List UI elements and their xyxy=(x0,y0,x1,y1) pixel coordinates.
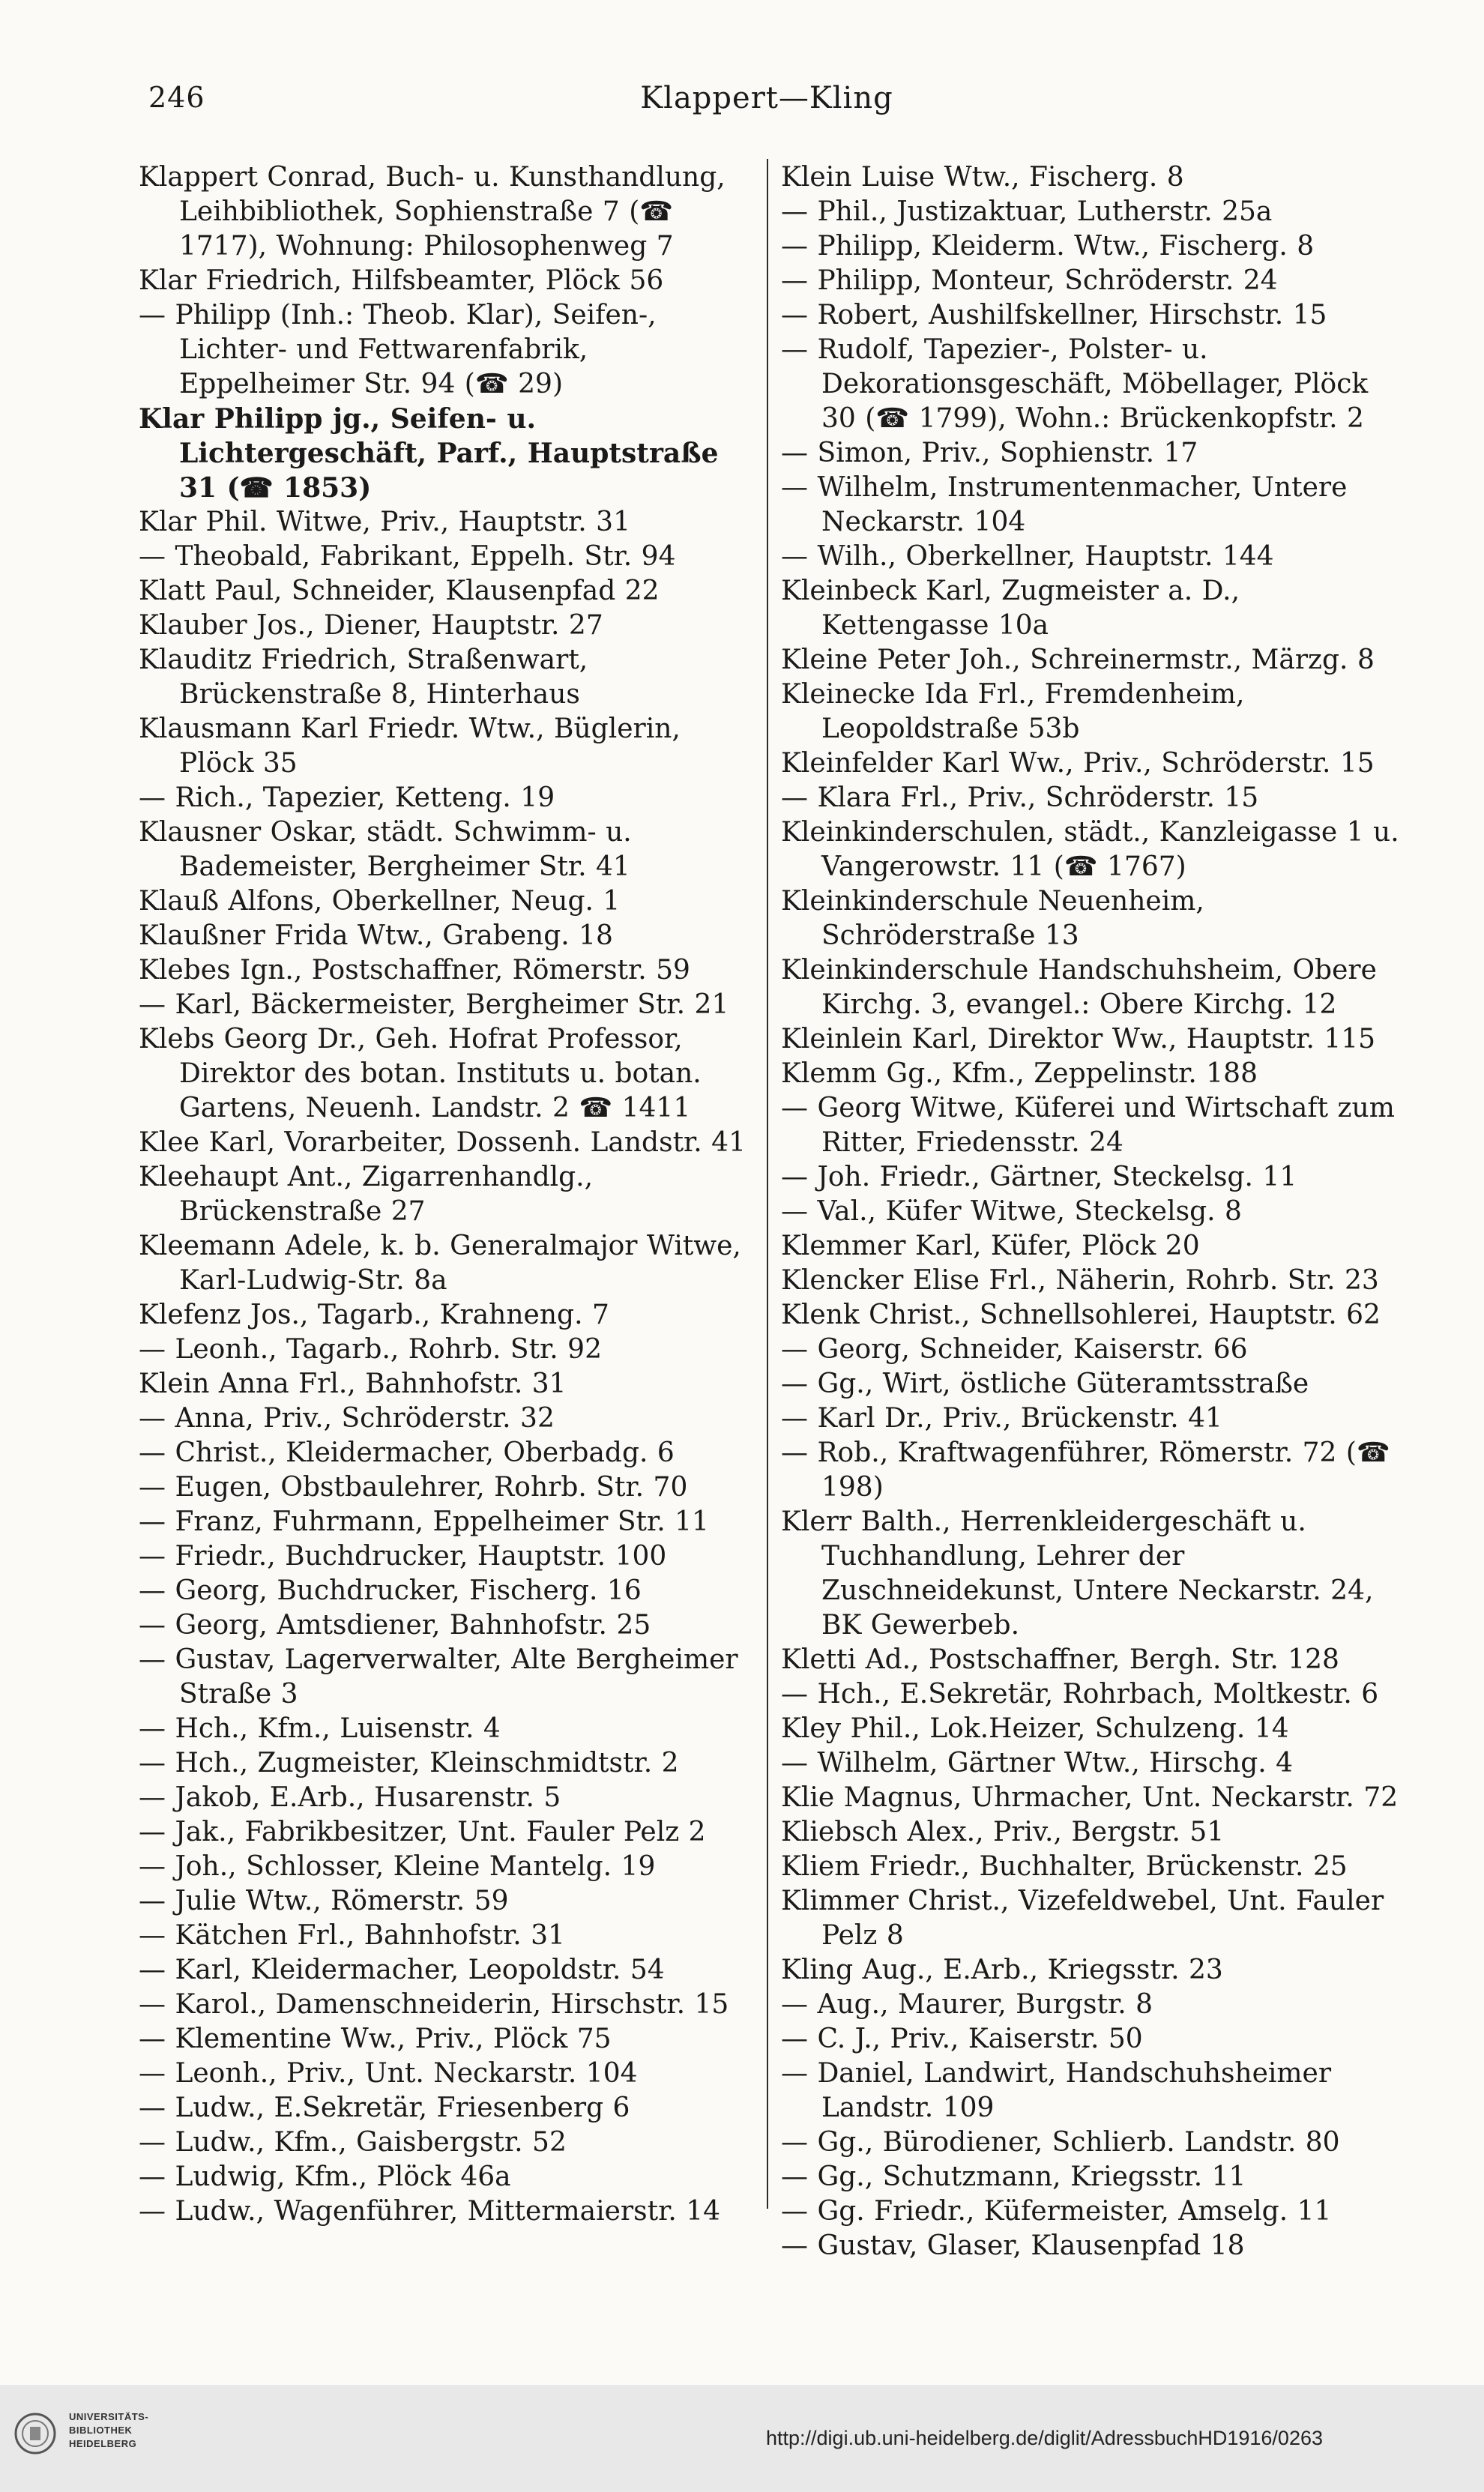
directory-entry: — Wilhelm, Gärtner Wtw., Hirschg. 4 xyxy=(781,1748,1294,1779)
page-number: 246 xyxy=(148,81,205,114)
directory-entry: — Klara Frl., Priv., Schröderstr. 15 xyxy=(781,782,1259,813)
directory-entry: Klemmer Karl, Küfer, Plöck 20 xyxy=(781,1231,1200,1261)
directory-entry: — Kätchen Frl., Bahnhofstr. 31 xyxy=(139,1920,565,1951)
directory-entry: Kleinlein Karl, Direktor Ww., Hauptstr. 115 xyxy=(781,1024,1376,1055)
directory-entry: Kleinecke Ida Frl., Fremdenheim, Leopoldstraße 53b xyxy=(781,679,1245,744)
directory-entry: — Friedr., Buchdrucker, Hauptstr. 100 xyxy=(139,1541,667,1572)
directory-entry: Kliebsch Alex., Priv., Bergstr. 51 xyxy=(781,1817,1225,1847)
directory-entry: — Gg., Schutzmann, Kriegsstr. 11 xyxy=(781,2161,1246,2192)
directory-entry: — Wilh., Oberkellner, Hauptstr. 144 xyxy=(781,541,1274,572)
directory-entry: Klefenz Jos., Tagarb., Krahneng. 7 xyxy=(139,1300,609,1330)
library-name xyxy=(69,2410,148,2451)
directory-entry: Klebs Georg Dr., Geh. Hofrat Professor, Direktor des botan. Instituts u. botan. Gartens, Neuenh. Landstr. 2 ☎ 1411 xyxy=(139,1024,702,1123)
directory-entry: Klar Phil. Witwe, Priv., Hauptstr. 31 xyxy=(139,507,630,537)
directory-entry: Kleine Peter Joh., Schreinermstr., Märzg. 8 xyxy=(781,645,1375,675)
directory-entry: — Daniel, Landwirt, Handschuhsheimer Landstr. 109 xyxy=(781,2058,1332,2123)
directory-entry: — Eugen, Obstbaulehrer, Rohrb. Str. 70 xyxy=(139,1472,688,1503)
directory-entry: — Rob., Kraftwagenführer, Römerstr. 72 (☎ 198) xyxy=(781,1437,1390,1503)
directory-entry: Klie Magnus, Uhrmacher, Unt. Neckarstr. 72 xyxy=(781,1782,1399,1813)
directory-entry: — Philipp (Inh.: Theob. Klar), Seifen-, Lichter- und Fettwarenfabrik, Eppelheimer Str. 94 (☎ 29) xyxy=(139,300,657,399)
right-column xyxy=(781,160,1403,2263)
directory-entry: — Philipp, Monteur, Schröderstr. 24 xyxy=(781,265,1278,296)
directory-entry: Klauß Alfons, Oberkellner, Neug. 1 xyxy=(139,886,621,917)
directory-entry: — Karl, Kleidermacher, Leopoldstr. 54 xyxy=(139,1955,665,1985)
directory-entry: — Julie Wtw., Römerstr. 59 xyxy=(139,1886,509,1916)
directory-entry: — Jak., Fabrikbesitzer, Unt. Fauler Pelz 2 xyxy=(139,1817,706,1847)
directory-entry: Kleehaupt Ant., Zigarrenhandlg., Brückenstraße 27 xyxy=(139,1162,594,1227)
directory-entry: Klebes Ign., Postschaffner, Römerstr. 59 xyxy=(139,955,690,986)
directory-entry: Klee Karl, Vorarbeiter, Dossenh. Landstr. 41 xyxy=(139,1127,746,1158)
directory-entry: Kletti Ad., Postschaffner, Bergh. Str. 128 xyxy=(781,1644,1339,1675)
directory-entry: — Philipp, Kleiderm. Wtw., Fischerg. 8 xyxy=(781,231,1315,262)
directory-entry: — Hch., Kfm., Luisenstr. 4 xyxy=(139,1713,501,1744)
directory-entry: — Rudolf, Tapezier-, Polster- u. Dekorationsgeschäft, Möbellager, Plöck 30 (☎ 1799), Wohn.: Brückenkopfstr. 2 xyxy=(781,334,1369,434)
directory-entry: Klemm Gg., Kfm., Zeppelinstr. 188 xyxy=(781,1058,1258,1089)
directory-entry: — Hch., Zugmeister, Kleinschmidtstr. 2 xyxy=(139,1748,679,1779)
directory-entry: — Ludw., Kfm., Gaisbergstr. 52 xyxy=(139,2127,567,2158)
directory-entry: Klausner Oskar, städt. Schwimm- u. Bademeister, Bergheimer Str. 41 xyxy=(139,817,632,882)
directory-entry: — C. J., Priv., Kaiserstr. 50 xyxy=(781,2024,1143,2054)
directory-entry: Klimmer Christ., Vizefeldwebel, Unt. Fauler Pelz 8 xyxy=(781,1886,1384,1951)
directory-entry: Kley Phil., Lok.Heizer, Schulzeng. 14 xyxy=(781,1713,1289,1744)
directory-entry: — Anna, Priv., Schröderstr. 32 xyxy=(139,1403,555,1434)
directory-entry: Kleinkinderschulen, städt., Kanzleigasse 1 u. Vangerowstr. 11 (☎ 1767) xyxy=(781,817,1399,882)
directory-entry: Klerr Balth., Herrenkleidergeschäft u. Tuchhandlung, Lehrer der Zuschneidekunst, Untere Neckarstr. 24, BK Gewerbeb. xyxy=(781,1506,1374,1641)
directory-entry: — Leonh., Priv., Unt. Neckarstr. 104 xyxy=(139,2058,638,2089)
left-column xyxy=(139,160,761,2229)
directory-entry: Klausmann Karl Friedr. Wtw., Büglerin, Plöck 35 xyxy=(139,713,681,779)
directory-entry: Kleinbeck Karl, Zugmeister a. D., Kettengasse 10a xyxy=(781,576,1240,641)
directory-entry: — Phil., Justizaktuar, Lutherstr. 25a xyxy=(781,196,1273,227)
directory-entry: — Aug., Maurer, Burgstr. 8 xyxy=(781,1989,1153,2020)
directory-entry: — Gustav, Glaser, Klausenpfad 18 xyxy=(781,2230,1245,2261)
directory-entry: — Ludw., Wagenführer, Mittermaierstr. 14 xyxy=(139,2196,721,2227)
directory-entry: — Georg, Buchdrucker, Fischerg. 16 xyxy=(139,1575,642,1606)
source-url[interactable]: http://digi.ub.uni-heidelberg.de/diglit/AdressbuchHD1916/0263 xyxy=(766,2427,1324,2449)
directory-entry: Klar Philipp jg., Seifen- u. Lichtergeschäft, Parf., Hauptstraße 31 (☎ 1853) xyxy=(139,403,719,504)
directory-entry: — Gg., Wirt, östliche Güteramtsstraße xyxy=(781,1369,1309,1399)
directory-entry: Klein Luise Wtw., Fischerg. 8 xyxy=(781,162,1184,193)
directory-entry: Kleinkinderschule Neuenheim, Schröderstraße 13 xyxy=(781,886,1204,951)
directory-entry: — Karl, Bäckermeister, Bergheimer Str. 21 xyxy=(139,989,729,1020)
directory-entry: — Christ., Kleidermacher, Oberbadg. 6 xyxy=(139,1437,675,1468)
directory-entry: — Simon, Priv., Sophienstr. 17 xyxy=(781,438,1198,468)
directory-entry: Kling Aug., E.Arb., Kriegsstr. 23 xyxy=(781,1955,1223,1985)
library-line: UNIVERSITÄTS- xyxy=(69,2411,149,2422)
directory-entry: — Gustav, Lagerverwalter, Alte Bergheimer Straße 3 xyxy=(139,1644,738,1710)
directory-entry: — Karl Dr., Priv., Brückenstr. 41 xyxy=(781,1403,1222,1434)
directory-entry: Klappert Conrad, Buch- u. Kunsthandlung, Leihbibliothek, Sophienstraße 7 (☎ 1717), Wohnung: Philosophenweg 7 xyxy=(139,162,726,262)
directory-entry: — Jakob, E.Arb., Husarenstr. 5 xyxy=(139,1782,561,1813)
library-line: BIBLIOTHEK xyxy=(69,2425,133,2436)
directory-entry: — Georg Witwe, Küferei und Wirtschaft zum Ritter, Friedensstr. 24 xyxy=(781,1093,1395,1158)
directory-entry: — Franz, Fuhrmann, Eppelheimer Str. 11 xyxy=(139,1506,709,1537)
directory-entry: Klauditz Friedrich, Straßenwart, Brückenstraße 8, Hinterhaus xyxy=(139,645,588,710)
directory-entry: Klein Anna Frl., Bahnhofstr. 31 xyxy=(139,1369,567,1399)
directory-entry: — Ludwig, Kfm., Plöck 46a xyxy=(139,2161,511,2192)
directory-entry: Kleemann Adele, k. b. Generalmajor Witwe, Karl-Ludwig-Str. 8a xyxy=(139,1231,741,1296)
running-head: Klappert—Kling xyxy=(640,81,893,115)
directory-entry: Klenk Christ., Schnellsohlerei, Hauptstr. 62 xyxy=(781,1300,1381,1330)
directory-entry: — Gg., Bürodiener, Schlierb. Landstr. 80 xyxy=(781,2127,1340,2158)
university-seal-icon xyxy=(13,2412,57,2455)
directory-entry: — Robert, Aushilfskellner, Hirschstr. 15 xyxy=(781,300,1327,331)
directory-entry: — Joh. Friedr., Gärtner, Steckelsg. 11 xyxy=(781,1162,1297,1192)
directory-entry: — Gg. Friedr., Küfermeister, Amselg. 11 xyxy=(781,2196,1332,2227)
directory-entry: Kleinfelder Karl Ww., Priv., Schröderstr. 15 xyxy=(781,748,1375,779)
directory-entry: — Joh., Schlosser, Kleine Mantelg. 19 xyxy=(139,1851,656,1882)
directory-entry: — Leonh., Tagarb., Rohrb. Str. 92 xyxy=(139,1334,602,1365)
directory-entry: Kliem Friedr., Buchhalter, Brückenstr. 25 xyxy=(781,1851,1348,1882)
directory-entry: Klaußner Frida Wtw., Grabeng. 18 xyxy=(139,920,613,951)
directory-entry: — Karol., Damenschneiderin, Hirschstr. 15 xyxy=(139,1989,729,2020)
directory-entry: — Rich., Tapezier, Ketteng. 19 xyxy=(139,782,555,813)
directory-entry: — Theobald, Fabrikant, Eppelh. Str. 94 xyxy=(139,541,676,572)
directory-entry: — Wilhelm, Instrumentenmacher, Untere Neckarstr. 104 xyxy=(781,472,1348,537)
directory-entry: Kleinkinderschule Handschuhsheim, Obere Kirchg. 3, evangel.: Obere Kirchg. 12 xyxy=(781,955,1377,1020)
library-line: HEIDELBERG xyxy=(69,2438,137,2449)
directory-entry: — Hch., E.Sekretär, Rohrbach, Moltkestr. 6 xyxy=(781,1679,1379,1710)
directory-entry: — Val., Küfer Witwe, Steckelsg. 8 xyxy=(781,1196,1242,1227)
directory-entry: — Georg, Amtsdiener, Bahnhofstr. 25 xyxy=(139,1610,651,1641)
directory-entry: — Georg, Schneider, Kaiserstr. 66 xyxy=(781,1334,1248,1365)
directory-entry: — Klementine Ww., Priv., Plöck 75 xyxy=(139,2024,612,2054)
directory-entry: Klencker Elise Frl., Näherin, Rohrb. Str. 23 xyxy=(781,1265,1379,1296)
directory-entry: Klar Friedrich, Hilfsbeamter, Plöck 56 xyxy=(139,265,664,296)
column-divider xyxy=(767,159,768,2209)
page-header xyxy=(148,81,1385,133)
directory-entry: Klatt Paul, Schneider, Klausenpfad 22 xyxy=(139,576,660,606)
directory-entry: — Ludw., E.Sekretär, Friesenberg 6 xyxy=(139,2093,630,2123)
directory-entry: Klauber Jos., Diener, Hauptstr. 27 xyxy=(139,610,603,641)
